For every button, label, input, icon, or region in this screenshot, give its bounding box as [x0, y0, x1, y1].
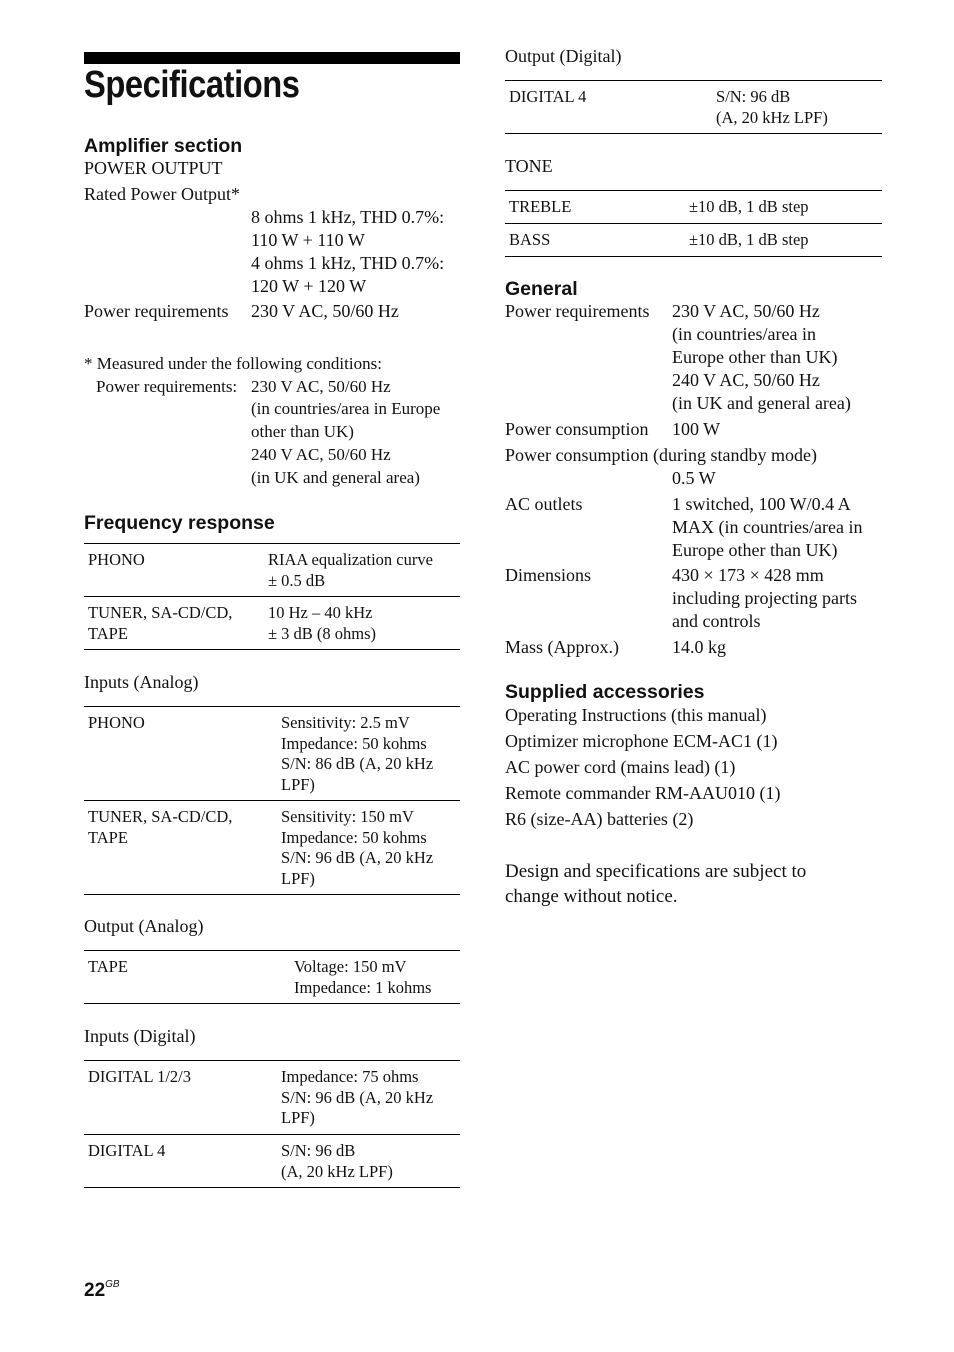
table-row [84, 597, 460, 650]
cell-line: Impedance: 75 ohms [281, 1067, 419, 1086]
table-row [505, 81, 882, 134]
table-cell-value [689, 230, 809, 251]
general-heading: General [505, 278, 578, 300]
ac-outlets-line: 1 switched, 100 W/0.4 A [672, 494, 851, 514]
cell-line: LPF) [281, 774, 315, 794]
page-number-value: 22 [84, 1280, 106, 1301]
table-row [84, 1061, 460, 1135]
table-cell-label [88, 603, 232, 644]
table-cell-label [88, 1067, 191, 1088]
tone-label: TONE [505, 156, 553, 176]
table-cell-value [268, 550, 433, 591]
cell-line: (A, 20 kHz LPF) [716, 107, 828, 127]
table-cell-value [294, 957, 431, 998]
output-digital-table [505, 80, 882, 134]
rated-line: 4 ohms 1 kHz, THD 0.7%: [251, 253, 445, 273]
standby-label: Power consumption (during standby mode) [505, 445, 817, 465]
table-cell-label [88, 713, 145, 734]
accessory-item: Remote commander RM-AAU010 (1) [505, 783, 781, 803]
amp-power-req-label: Power requirements [84, 301, 229, 321]
footnote-line: 230 V AC, 50/60 Hz [251, 377, 391, 396]
table-cell-value [281, 807, 433, 889]
disclaimer-line: change without notice. [505, 886, 678, 907]
table-cell-value [268, 603, 376, 644]
page-number [84, 1280, 120, 1302]
cell-line: BASS [509, 230, 551, 249]
table-row [505, 224, 882, 257]
cell-line: RIAA equalization curve [268, 550, 433, 569]
cell-line: S/N: 96 dB (A, 20 kHz [281, 1087, 434, 1107]
cell-line: TUNER, SA-CD/CD, [88, 807, 233, 826]
table-row [84, 951, 460, 1004]
disclaimer-line: Design and specifications are subject to [505, 861, 807, 882]
cell-line: S/N: 96 dB [281, 1141, 356, 1160]
page-title: Specifications [84, 64, 300, 106]
cell-line: PHONO [88, 713, 145, 732]
general-power-req-line: (in UK and general area) [672, 393, 851, 413]
accessory-item: R6 (size-AA) batteries (2) [505, 809, 694, 829]
cell-line: ±10 dB, 1 dB step [689, 230, 809, 249]
cell-line: ±10 dB, 1 dB step [689, 197, 809, 216]
cell-line: Impedance: 50 kohms [281, 827, 427, 847]
cell-line: TREBLE [509, 197, 572, 216]
cell-line: S/N: 86 dB (A, 20 kHz [281, 754, 434, 773]
footnote-line: other than UK) [251, 422, 354, 441]
table-cell-label [509, 197, 571, 218]
general-power-req-line: (in countries/area in [672, 324, 816, 344]
inputs-analog-table [84, 706, 460, 895]
footnote-line: * Measured under the following conditions: [84, 354, 382, 373]
cell-line: DIGITAL 4 [88, 1141, 166, 1160]
table-cell-label [88, 957, 128, 978]
amp-power-req-value: 230 V AC, 50/60 Hz [251, 301, 399, 321]
power-output-label: POWER OUTPUT [84, 158, 223, 178]
general-power-req-line: 230 V AC, 50/60 Hz [672, 301, 820, 321]
cell-line: ± 3 dB (8 ohms) [268, 623, 377, 643]
table-cell-label [88, 550, 145, 571]
general-power-req-line: Europe other than UK) [672, 347, 838, 367]
rated-line: 8 ohms 1 kHz, THD 0.7%: [251, 207, 445, 227]
cell-line: (A, 20 kHz LPF) [281, 1161, 393, 1181]
cell-line: DIGITAL 4 [509, 87, 587, 106]
inputs-digital-table [84, 1060, 460, 1188]
mass-value: 14.0 kg [672, 637, 726, 657]
page-number-suffix: GB [105, 1278, 120, 1290]
dimensions-line: 430 × 173 × 428 mm [672, 565, 824, 585]
amplifier-heading: Amplifier section [84, 135, 243, 157]
table-cell-label [88, 807, 232, 848]
table-cell-label [509, 230, 550, 251]
tone-table [505, 190, 882, 257]
cell-line: S/N: 96 dB [716, 87, 791, 106]
table-row [84, 801, 460, 895]
mass-label: Mass (Approx.) [505, 637, 619, 657]
dimensions-line: and controls [672, 611, 761, 631]
cell-line: TUNER, SA-CD/CD, [88, 603, 233, 622]
ac-outlets-line: Europe other than UK) [672, 540, 838, 560]
table-row [505, 191, 882, 224]
power-consumption-label: Power consumption [505, 419, 649, 439]
footnote-power-label: Power requirements: [96, 377, 238, 396]
ac-outlets-line: MAX (in countries/area in [672, 517, 863, 537]
rated-line: 110 W + 110 W [251, 230, 365, 250]
cell-line: TAPE [88, 623, 128, 643]
footnote-line: 240 V AC, 50/60 Hz [251, 445, 391, 464]
general-power-req-label: Power requirements [505, 301, 650, 321]
standby-value: 0.5 W [672, 468, 716, 488]
table-cell-value [689, 197, 809, 218]
cell-line: 10 Hz – 40 kHz [268, 603, 373, 622]
accessory-item: AC power cord (mains lead) (1) [505, 757, 736, 777]
cell-line: S/N: 96 dB (A, 20 kHz [281, 848, 434, 867]
accessory-item: Operating Instructions (this manual) [505, 705, 767, 725]
table-cell-value [281, 1067, 433, 1129]
cell-line: TAPE [88, 957, 128, 976]
cell-line: LPF) [281, 1108, 315, 1127]
inputs-digital-label: Inputs (Digital) [84, 1026, 196, 1046]
table-row [84, 544, 460, 597]
cell-line: Sensitivity: 2.5 mV [281, 713, 410, 732]
ac-outlets-label: AC outlets [505, 494, 583, 514]
footnote-line: (in countries/area in Europe [251, 399, 441, 418]
output-analog-table [84, 950, 460, 1004]
frequency-heading: Frequency response [84, 512, 275, 534]
cell-line: Sensitivity: 150 mV [281, 807, 414, 826]
output-analog-label: Output (Analog) [84, 916, 204, 936]
table-cell-value [281, 1141, 393, 1182]
accessory-item: Optimizer microphone ECM-AC1 (1) [505, 731, 778, 751]
dimensions-line: including projecting parts [672, 588, 857, 608]
frequency-table [84, 543, 460, 650]
power-consumption-value: 100 W [672, 419, 721, 439]
cell-line: DIGITAL 1/2/3 [88, 1067, 192, 1086]
inputs-analog-label: Inputs (Analog) [84, 672, 199, 692]
title-bar [84, 52, 460, 64]
cell-line: Voltage: 150 mV [294, 957, 407, 976]
output-digital-label: Output (Digital) [505, 46, 622, 66]
cell-line: LPF) [281, 868, 315, 888]
cell-line: TAPE [88, 827, 128, 847]
dimensions-label: Dimensions [505, 565, 592, 585]
accessories-heading: Supplied accessories [505, 681, 705, 703]
table-row [84, 1135, 460, 1188]
table-row [84, 707, 460, 801]
rated-line: 120 W + 120 W [251, 276, 367, 296]
table-cell-value [281, 713, 433, 795]
rated-power-label: Rated Power Output* [84, 184, 240, 204]
cell-line: ± 0.5 dB [268, 570, 326, 590]
cell-line: Impedance: 1 kohms [294, 977, 432, 997]
table-cell-value [716, 87, 828, 128]
general-power-req-line: 240 V AC, 50/60 Hz [672, 370, 820, 390]
table-cell-label [509, 87, 586, 108]
footnote-line: (in UK and general area) [251, 468, 420, 487]
table-cell-label [88, 1141, 165, 1162]
cell-line: Impedance: 50 kohms [281, 733, 427, 753]
cell-line: PHONO [88, 550, 145, 569]
